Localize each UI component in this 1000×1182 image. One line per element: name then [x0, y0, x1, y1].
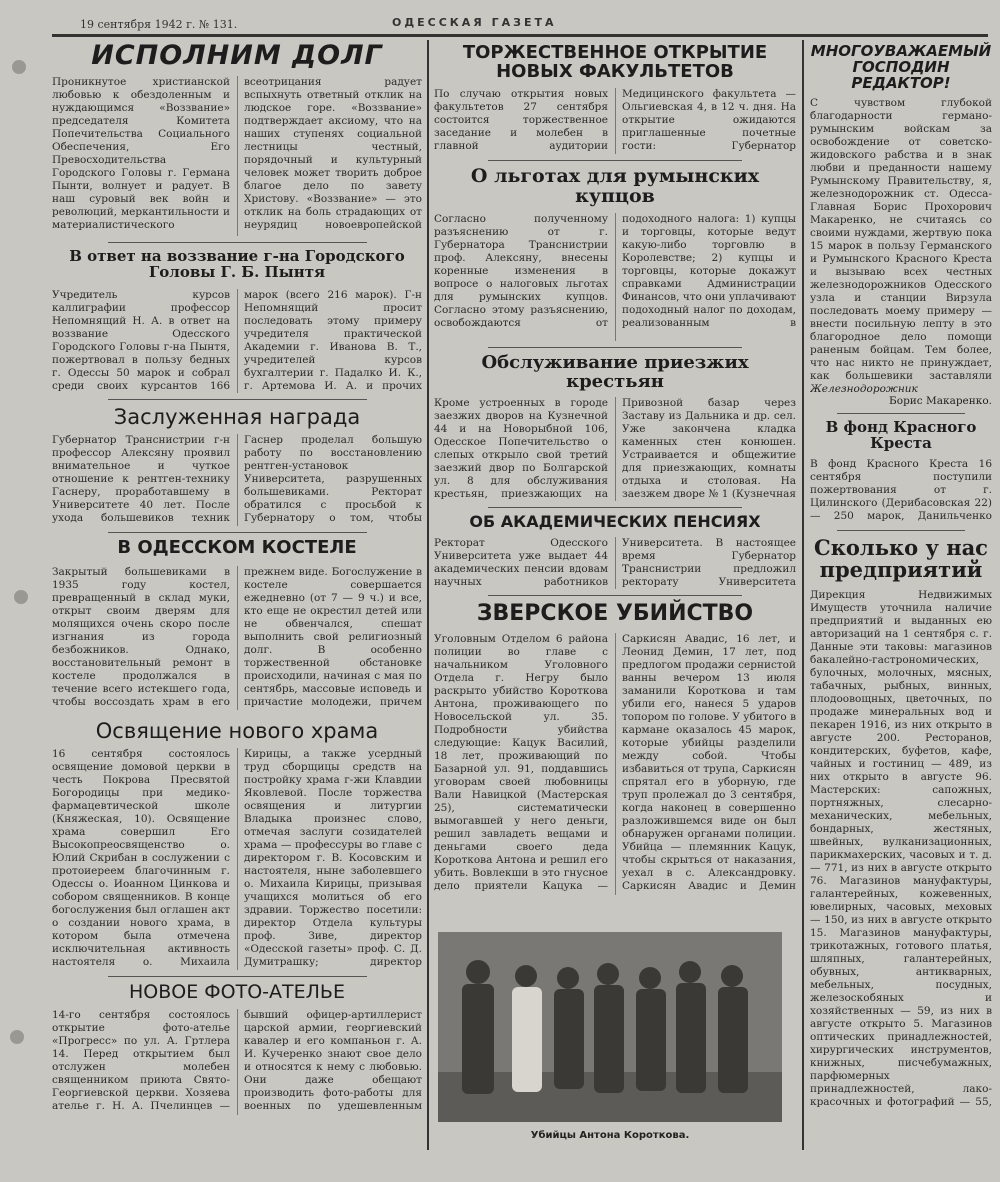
article-duty	[52, 42, 422, 236]
divider	[837, 413, 964, 414]
article-body: По случаю открытия новых факультетов 27 сентября состоится торжественное заседание и молебен в главной аудитории Медицинского факультета — Ольгиевская 4, в 12 ч. дня. На открытие ожидаются приглашенные почетные гости: Губернатор	[434, 87, 796, 152]
running-header	[80, 16, 980, 34]
article-body: Согласно полученному разъяснению от г. Губернатора Транснистрии проф. Алексяну, внесены коренные изменения в вопросе о налоговых льготах для румынских купцов. Согласно этому разъяснению, освобождаются от подоходного налога: 1) купцы и торговцы, которые ведут какую-либо торговлю в Королевстве; 2) купцы и торговцы, которые докажут справками Администрации Финансов, что они уплачивают подоходный налог по доходам, реализованным в	[434, 212, 796, 329]
divider	[108, 976, 367, 977]
left-column	[52, 40, 422, 1175]
article-title: МНОГОУВАЖАЕМЫЙ ГОСПОДИН РЕДАКТОР!	[810, 42, 992, 92]
group-photo-image	[438, 932, 782, 1122]
article-body: 16 сентября состоялось освящение домовой церкви в честь Покрова Пресвятой Богородицы при медико-фармацевтической школе (Княжеская, 10). Освящение храма совершил Его Высокопреосвященство о. Юлий Скрибан в сослужении с протоиереем благочинным г. Одессы о. Иоанном Цинкова и собором священников. В конце богослужения был оглашен акт о создании нового храма, в котором была отмечена исключительная активность настоятеля о. Михаила Кирицы, а также усердный труд сборщицы средств на постройку храма г-жи Клавдии Яковлевой. После торжества освящения и литургии Владыка произнес слово, отмечая заслуги созидателей храма — профессуры во главе с директором г. В. Косовским и настоятеля, ныне заболевшего о. Михаила Кирицы, призывая учащихся молиться об его здравии. Торжество посетили: директор Отдела культуры проф. Зиве, директор «Одесской газеты» проф. С. Д. Думитрашку; директор	[52, 747, 422, 968]
column-divider	[802, 40, 804, 1150]
article-body: Закрытый большевиками в 1935 году костел, превращенный в склад муки, открыт своим дверям для молящихся очень скоро после изгнания из города безбожников. Однако, восстановительный ремонт в костеле продолжался в течение всего истекшего года, чтобы воссоздать храм в его прежнем виде. Богослужение в костеле совершается ежедневно (от 7 — 9 ч.) и все, кто еще не окрестил детей или не обвенчался, спешат выполнить свой религиозный долг. В особенно торжественной обстановке происходили, начиная с мая по сентябрь, массовые исповедь и причастие молодежи, причем	[52, 565, 422, 708]
issue-date: 19 сентября 1942 г. № 131.	[80, 18, 238, 31]
newspaper-name: ОДЕССКАЯ ГАЗЕТА	[392, 16, 557, 29]
divider	[488, 160, 741, 161]
article-title: В фонд Красного Креста	[825, 418, 977, 452]
article-title: Освящение нового храма	[95, 718, 379, 743]
article-body: Ректорат Одесского Университета уже выдает 44 академических пенсии вдовам научных работников Университета. В настоящее время Губернатор Транснистрии предложил ректорату Университета	[434, 537, 796, 589]
article-red-cross	[810, 420, 992, 524]
article-letter	[810, 44, 992, 407]
article-title: Сколько у нас предприятий	[814, 534, 988, 582]
article-body: Учредитель курсов каллиграфии профессор Непомнящий Н. А. в ответ на воззвание Одесского Городского Головы г-на Пынтя, пожертвовал в пользу бедных г. Одессы 50 марок и собрал среди своих курсантов 166 марок (всего 216 марок). Г-н Непомнящий просит последовать этому примеру учредителя практической Академии г. Иванова В. Т., учредителей курсов бухгалтерии г. Падалко И. К., г. Артемова И. А. и прочих	[52, 288, 422, 392]
article-faculties	[434, 44, 796, 154]
article-title: ОБ АКАДЕМИЧЕСКИХ ПЕНСИЯХ	[469, 512, 761, 532]
article-pensions	[434, 514, 796, 589]
article-body: Кроме устроенных в городе заезжих дворов на Кузнечной 44 и на Новорыбной 106, Одесское Попечительство о слепых открыло свой третий заезжий двор по Болгарской ул. 8 для обслуживания крестьян, приезжающих на Привозной базар через Заставу из Дальника и др. сел. Уже закончена кладка каменных стен конюшен. Устраивается и общежитие для приезжающих, комнаты отдыха и столовая. На заезжем дворе № 1 (Кузнечная	[434, 397, 796, 501]
divider	[108, 242, 367, 243]
article-body: С чувством глубокой благодарности германо-румынским войскам за освобождение от советско-жидовского рабства и в знак любви и преданности нашему Румынскому Правительству, я, железнодорожник ст. Одесса-Главная Борис Прохорович Макаренко, не считаясь со своими нуждами, жертвую пока 15 марок в пользу Германского и Румынского Красного Креста и вызываю всех честных железнодорожников Одесского узла и станции Вирзула последовать моему примеру — внести посильную лепту в это благородное дело помощи раненым бойцам. Тем более, что нас никто не принуждает, как большевики заставляли	[810, 97, 992, 383]
binding-hole	[12, 60, 26, 74]
divider	[108, 399, 367, 400]
article-consecration	[52, 720, 422, 970]
article-title: В ответ на воззвание г-на Городского Головы Г. Б. Пынтя	[69, 247, 405, 282]
article-title: ИСПОЛНИМ ДОЛГ	[91, 40, 383, 71]
column-divider	[427, 40, 429, 1150]
article-award	[52, 406, 422, 526]
divider	[488, 507, 741, 508]
right-column	[810, 40, 992, 1175]
article-title: ТОРЖЕСТВЕННОЕ ОТКРЫТИЕ НОВЫХ ФАКУЛЬТЕТОВ	[462, 42, 768, 82]
article-title: О льготах для румынских купцов	[470, 164, 760, 207]
article-title: Заслуженная награда	[113, 404, 361, 429]
photo-caption: Убийцы Антона Короткова.	[530, 1130, 690, 1141]
article-murder	[434, 602, 796, 895]
article-body: Уголовным Отделом 6 района полиции во главе с начальником Уголовного Отдела г. Негру было раскрыто убийство Короткова Антона, проживающего по Новосельской ул. 35. Подробности убийства следующие: Кацук Василий, 18 лет, проживающий по Базарной ул. 91, поддавшись уговорам своей любовницы Вали Навицкой (Мастерская 25), систематически вымогавшей у него деньги, решил завладеть вещами и деньгами своего деда Короткова Антона и решил его убить. Вовлекши в это гнусное дело приятели Кацука — Саркисян Авадис, 16 лет, и Леонид Демин, 17 лет, под предлогом продажи сернистой ванны вечером 13 июля заманили Короткова и там убили его, нанеся 5 ударов топором по голове. У убитого в кармане оказалось 45 марок, которые убийцы разделили между собой. Чтобы избавиться от трупа, Саркисян спрятал его в уборную, где труп пролежал до 3 сентября, когда наконец в совершенно разложившемся виде он был обнаружен органами полиции. Убийца — племянник Кацук, чтобы скрыться от наказания, уехал в с. Александровку. Саркисян Авадис и Демин	[434, 633, 796, 893]
article-title: Обслуживание приезжих крестьян	[481, 351, 749, 392]
article-response	[52, 249, 422, 393]
article-title: ЗВЕРСКОЕ УБИЙСТВО	[476, 601, 754, 627]
article-body: Проникнутое христианской любовью к обездоленным и нуждающимся «Воззвание» председателя Комитета Попечительства Социального Обеспечения, Его Превосходительства Городского Головы г. Германа Пынти, волнует и радует. В наш суровый век войн и революций, меркантильности и материалистического всеотрицания радует вспыхнуть ответный отклик на людское горе. «Воззвание» подтверждает аксиому, что на наших ступенях социальной лестницы честный, порядочный и культурный человек может творить доброе благое дело по завету Христову. «Воззвание» — это отклик на боль страдающих от неурядиц новоевропейской	[52, 76, 422, 232]
signature-role: Железнодорожник	[810, 383, 918, 396]
signature-name: Борис Макаренко.	[889, 395, 992, 408]
binding-hole	[10, 1030, 24, 1044]
middle-column	[434, 40, 796, 928]
article-body: В фонд Красного Креста 16 сентября поступили пожертвования от г. Цилинского (Дерибасовская 22) — 250 марок, Данильченко	[810, 457, 992, 522]
article-peasants	[434, 351, 796, 502]
divider	[488, 595, 741, 596]
murderers-photo	[438, 932, 782, 1122]
binding-hole	[14, 590, 28, 604]
article-body: Губернатор Транснистрии г-н профессор Алексяну проявил внимательное и чуткое отношение к рентген-технику Гаснеру, проработавшему в Университете 40 лет. После ухода большевиков техник Гаснер проделал большую работу по восстановлению рентген-установок Университета, разрушенных большевиками. Ректорат обратился с просьбой к Губернатору о том, чтобы	[52, 433, 422, 524]
divider	[837, 530, 964, 531]
article-church	[52, 536, 422, 710]
divider	[108, 532, 367, 533]
article-body: Дирекция Недвижимых Имуществ уточнила наличие предприятий и выданных ею авторизаций на 1 сентября с. г. Данные эти таковы: магазинов бакалейно-гастрономических, булочных, молочных, мясных, табачных, рыбных, винных, плодоовощных, цветочных, по продаже минеральных вод и пекарен 1916, из них открыто в августе 200. Ресторанов, кондитерских, буфетов, кафе, чайных и гостиниц — 489, из них открыто в августе 96. Мастерских: сапожных, портняжных, слесарно-механических, мебельных, бондарных, жестяных, швейных, вулканизационных, парикмахерских, часовых и т. д. — 771, из них в августе открыто 76. Магазинов мануфактуры, галантерейных, кожевенных, ювелирных, часовых, меховых — 150, из них в августе открыто 15. Магазинов мануфактуры, трикотажных, готового платья, шляпных, галантерейных, обувных, антикварных, мебельных, посудных, железоскобяных и хозяйственных — 59, из них в августе открыто 5. Магазинов оптических принадлежностей, хирургических инструментов, книжных, писчебумажных, парфюмерных принадлежностей, лако-красочных и фотографий — 55,	[810, 588, 992, 1108]
article-body: 14-го сентября состоялось открытие фото-ателье «Прогресс» по ул. А. Гртлера 14. Перед открытием был отслужен молебен священником приюта Свято-Георгиевской церкви. Хозяева ателье г. Н. А. Пчелинцев — бывший офицер-артиллерист царской армии, георгиевский кавалер и его компаньон г. А. И. Кучеренко знают свое дело и относятся к нему с любовью. Они даже обещают производить фото-работы для военных по удешевленным	[52, 1008, 422, 1112]
article-title: В ОДЕССКОМ КОСТЕЛЕ	[117, 536, 357, 558]
article-title: НОВОЕ ФОТО-АТЕЛЬЕ	[129, 980, 345, 1003]
article-merchants	[434, 164, 796, 341]
article-enterprises	[810, 534, 992, 1109]
header-rule	[52, 34, 988, 37]
article-photo-studio	[52, 980, 422, 1115]
divider	[488, 347, 741, 348]
